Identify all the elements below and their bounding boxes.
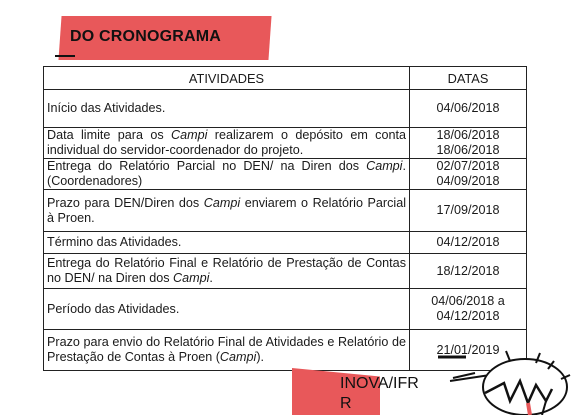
- activity-cell: Entrega do Relatório Parcial no DEN/ na Diren dos Campi. (Coordenadores): [44, 159, 410, 190]
- date-value: 02/07/2018: [436, 159, 500, 173]
- date-cell: [410, 190, 527, 232]
- activity-cell: Início das Atividades.: [44, 90, 410, 128]
- activity-cell: Período das Atividades.: [44, 289, 410, 330]
- date-value: 04/06/2018 a: [431, 294, 505, 308]
- date-cell: [410, 90, 527, 128]
- date-value: 04/09/2018: [436, 174, 500, 188]
- lightbulb-icon: [430, 345, 580, 415]
- date-cell: [410, 159, 527, 190]
- table-row: [44, 128, 527, 159]
- date-cell: [410, 128, 527, 159]
- banner-rule: [55, 55, 75, 57]
- activity-cell: Término das Atividades.: [44, 232, 410, 254]
- date-value: 18/06/2018: [436, 143, 500, 157]
- activity-cell: Entrega do Relatório Final e Relatório de Prestação de Contas no DEN/ na Diren dos Campi.: [44, 254, 410, 289]
- activity-cell: Prazo para envio do Relatório Final de Atividades e Relatório de Prestação de Contas à Proen (Campi).: [44, 330, 410, 371]
- column-header-activities: ATIVIDADES: [44, 67, 410, 90]
- date-value: 18/12/2018: [436, 263, 500, 278]
- table-header-row: [44, 67, 527, 90]
- date-cell: [410, 289, 527, 330]
- table-row: [44, 232, 527, 254]
- date-value: 17/09/2018: [436, 203, 500, 217]
- date-cell: [410, 232, 527, 254]
- footer-label: INOVA/IFR R: [340, 375, 419, 412]
- table-row: [44, 159, 527, 190]
- table-row: [44, 90, 527, 128]
- date-value: 04/12/2018: [436, 309, 500, 323]
- date-value: 18/06/2018: [436, 128, 500, 142]
- table-row: [44, 190, 527, 232]
- column-header-dates: DATAS: [410, 67, 527, 90]
- activity-cell: Data limite para os Campi realizarem o depósito em conta individual do servidor-coordenador do projeto.: [44, 128, 410, 159]
- table-row: [44, 289, 527, 330]
- date-value: 04/06/2018: [436, 101, 500, 115]
- table-row: [44, 254, 527, 289]
- date-cell: [410, 254, 527, 289]
- schedule-table: [43, 66, 527, 371]
- activity-cell: Prazo para DEN/Diren dos Campi enviarem o Relatório Parcial à Proen.: [44, 190, 410, 232]
- date-value: 21/01/2019: [436, 342, 500, 357]
- page-title: DO CRONOGRAMA: [70, 28, 222, 45]
- date-value: 04/12/2018: [436, 235, 500, 249]
